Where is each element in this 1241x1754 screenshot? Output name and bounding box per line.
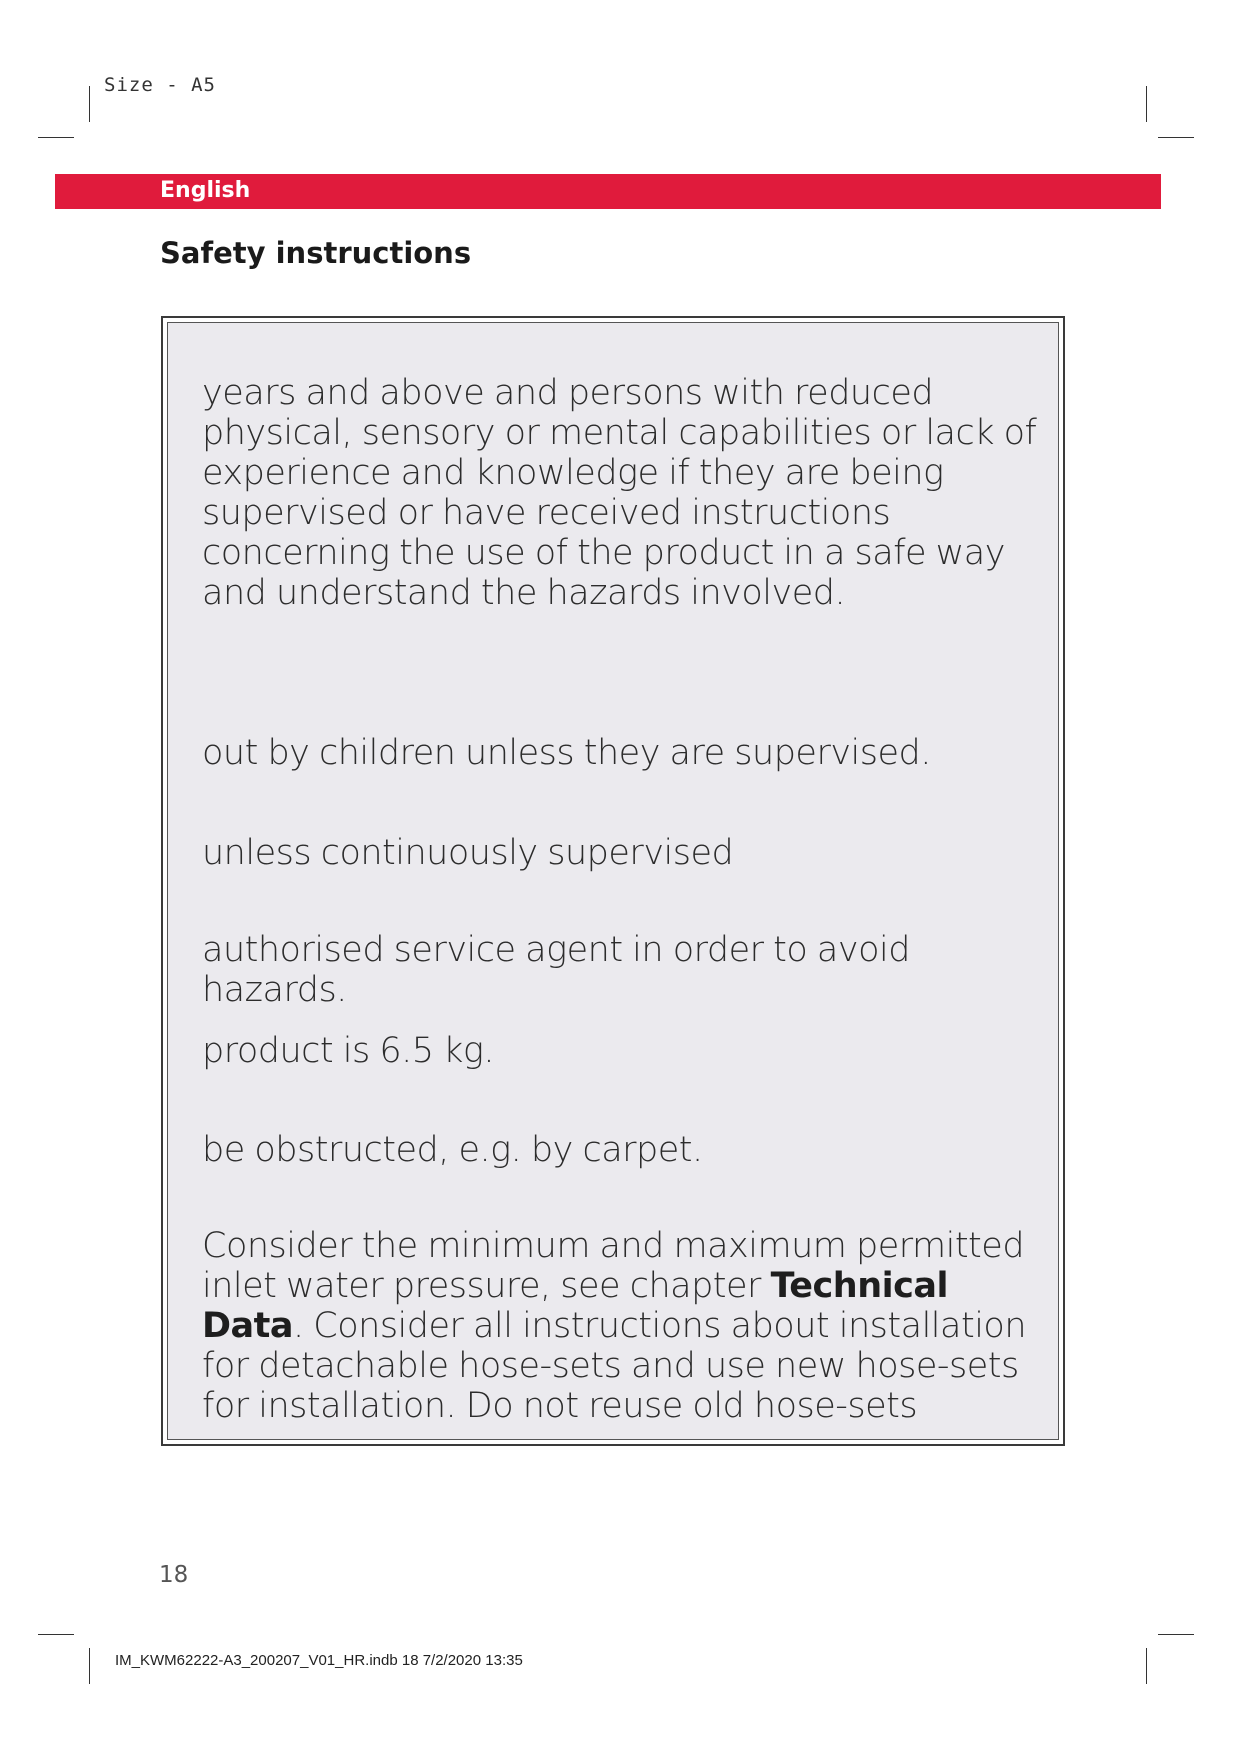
crop-mark: [1146, 86, 1147, 122]
safety-paragraph: unless continuously supervised: [202, 833, 734, 873]
safety-paragraph: be obstructed, e.g. by carpet.: [202, 1130, 703, 1170]
safety-paragraph: product is 6.5 kg.: [202, 1031, 495, 1071]
safety-paragraph-water-pressure: [202, 1226, 1042, 1426]
language-header-bar: [55, 174, 1161, 209]
safety-paragraph: out by children unless they are supervised.: [202, 733, 931, 773]
page-number: 18: [159, 1562, 189, 1588]
paragraph-text: . Consider all instructions about installation for detachable hose-sets and use new hose-sets for installation. Do not reuse old hose-sets: [202, 1306, 1027, 1426]
safety-paragraph: authorised service agent in order to avoid hazards.: [202, 930, 910, 1010]
paragraph-text: Consider the minimum and maximum permitted inlet water pressure, see chapter: [202, 1226, 1025, 1306]
crop-mark: [38, 137, 74, 138]
safety-instructions-box-inner: [167, 322, 1059, 1440]
crop-mark: [1146, 1648, 1147, 1684]
section-title: Safety instructions: [160, 236, 472, 270]
print-slug-top: Size - A5: [104, 74, 216, 96]
technical-data-reference: Technical Data: [202, 1266, 948, 1346]
crop-mark: [1158, 1634, 1194, 1635]
language-label: English: [160, 178, 251, 203]
crop-mark: [89, 86, 90, 122]
crop-mark: [89, 1648, 90, 1684]
safety-instructions-box: [161, 316, 1065, 1446]
crop-mark: [38, 1634, 74, 1635]
print-slug-bottom: IM_KWM62222-A3_200207_V01_HR.indb 18 7/2/2020 13:35: [115, 1652, 523, 1669]
crop-mark: [1158, 137, 1194, 138]
safety-paragraph: years and above and persons with reduced physical, sensory or mental capabilities or lack of experience and knowledge if they are being supervised or have received instructions concerning the use of the product in a safe way and understand the hazards involved.: [202, 373, 1037, 613]
